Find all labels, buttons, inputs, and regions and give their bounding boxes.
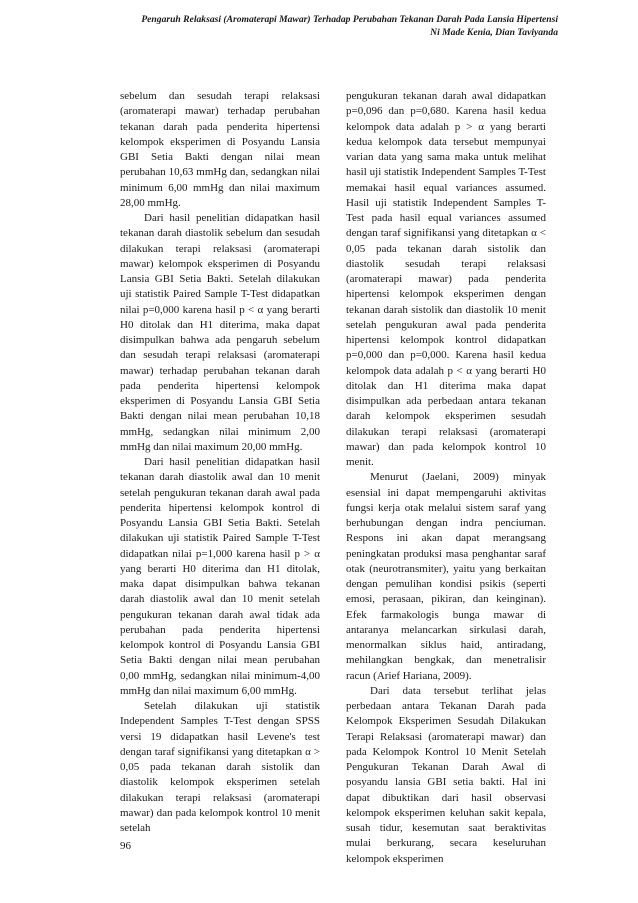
- paragraph: sebelum dan sesudah terapi relaksasi (aromaterapi mawar) terhadap perubahan tekanan darah pada penderita hipertensi kelompok eksperimen di Posyandu Lansia GBI Setia Bakti dengan nilai mean perubahan 10,63 mmHg dan, sedangkan nilai minimum 6,00 mmHg dan nilai maximum 28,00 mmHg.: [120, 90, 320, 209]
- right-column: [346, 89, 546, 867]
- paragraph: Dari hasil penelitian didapatkan hasil tekanan darah diastolik awal dan 10 menit setelah pengukuran tekanan darah awal pada penderita hipertensi kelompok kontrol di Posyandu Lansia GBI Setia Bakti. Setelah dilakukan uji statistik Paired Sample T-Test didapatkan nilai p=1,000 karena hasil p > α yang berarti H0 diterima dan H1 ditolak, maka dapat disimpulkan bahwa tekanan darah diastolik awal dan 10 menit setelah pengukuran tekanan darah awal tidak ada perubahan pada penderita hipertensi kelompok kontrol di Posyandu Lansia GBI Setia Bakti dengan nilai mean perubahan 0,00 mmHg, sedangkan nilai minimum-4,00 mmHg dan nilai maximum 6,00 mmHg.: [120, 456, 320, 697]
- header-title: Pengaruh Relaksasi (Aromaterapi Mawar) Terhadap Perubahan Tekanan Darah Pada Lansia Hipertensi: [141, 14, 558, 25]
- paragraph: pengukuran tekanan darah awal didapatkan p=0,096 dan p=0,680. Karena hasil kedua kelompok data adalah p > α yang berarti kedua kelompok data tersebut mempunyai varian data yang sama maka untuk melihat hasil uji statistik Independent Samples T-Test memakai hasil equal variances assumed. Hasil uji statistik Independent Samples T-Test pada hasil equal variances assumed dengan taraf signifikansi yang ditetapkan α < 0,05 pada tekanan darah sistolik dan diastolik sesudah terapi relaksasi (aromaterapi mawar) pada penderita hipertensi kelompok eksperimen dengan tekanan darah sistolik dan diastolik 10 menit setelah pengukuran awal pada penderita hipertensi kelompok kontrol didapatkan p=0,000 dan p=0,000. Karena hasil kedua kelompok data adalah p < α yang berarti H0 ditolak dan H1 diterima maka dapat disimpulkan ada perbedaan antara tekanan darah kelompok eksperimen sesudah dilakukan terapi relaksasi (aromaterapi mawar) dan pada kelompok kontrol 10 menit.: [346, 90, 546, 468]
- paragraph: Setelah dilakukan uji statistik Independent Samples T-Test dengan SPSS versi 19 didapatkan hasil Levene's test dengan taraf signifikansi yang ditetapkan α > 0,05 pada tekanan darah sistolik dan diastolik kelompok eksperimen setelah dilakukan terapi relaksasi (aromaterapi mawar) dan pada kelompok kontrol 10 menit setelah: [120, 700, 320, 834]
- paragraph: Dari hasil penelitian didapatkan hasil tekanan darah diastolik sebelum dan sesudah dilakukan terapi relaksasi (aromaterapi mawar) kelompok eksperimen di Posyandu Lansia GBI Setia Bakti. Setelah dilakukan uji statistik Paired Sample T-Test didapatkan nilai p=0,000 karena hasil p < α yang berarti H0 ditolak dan H1 diterima, maka dapat disimpulkan bahwa ada pengaruh sebelum dan sesudah terapi relaksasi (aromaterapi mawar) terhadap perubahan tekanan darah pada penderita hipertensi kelompok eksperimen di Posyandu Lansia GBI Setia Bakti dengan nilai mean perubahan 10,18 mmHg, sedangkan nilai minimum 2,00 mmHg dan nilai maximum 20,00 mmHg.: [120, 212, 320, 453]
- running-header: [60, 13, 558, 39]
- paragraph: Dari data tersebut terlihat jelas perbedaan antara Tekanan Darah pada Kelompok Eksperimen Sesudah Dilakukan Terapi Relaksasi (aromaterapi mawar) dan pada Kelompok Kontrol 10 Menit Setelah Pengukuran Tekanan Darah Awal di posyandu lansia GBI setia bakti. Hal ini dapat dibuktikan dari hasil observasi kelompok eksperimen keluhan sakit kepala, susah tidur, kesemutan saat beraktivitas mulai berkurang, secara keseluruhan kelompok eksperimen: [346, 684, 546, 865]
- page-number: 96: [120, 840, 131, 852]
- paragraph: Menurut (Jaelani, 2009) minyak esensial ini dapat mempengaruhi aktivitas fungsi kerja otak melalui sistem saraf yang berhubungan dengan indra penciuman. Respons ini akan dapat merangsang peningkatan produksi masa penghantar saraf otak (neurotransmiter), yaitu yang berkaitan dengan pemulihan kondisi psikis (seperti emosi, perasaan, pikiran, dan keinginan). Efek farmakologis bunga mawar di antaranya melancarkan sirkulasi darah, menormalkan siklus haid, antiradang, mehilangkan bengkak, dan menetralisir racun (Arief Hariana, 2009).: [346, 471, 546, 682]
- left-column: [120, 89, 320, 836]
- header-authors: Ni Made Kenia, Dian Taviyanda: [430, 27, 558, 38]
